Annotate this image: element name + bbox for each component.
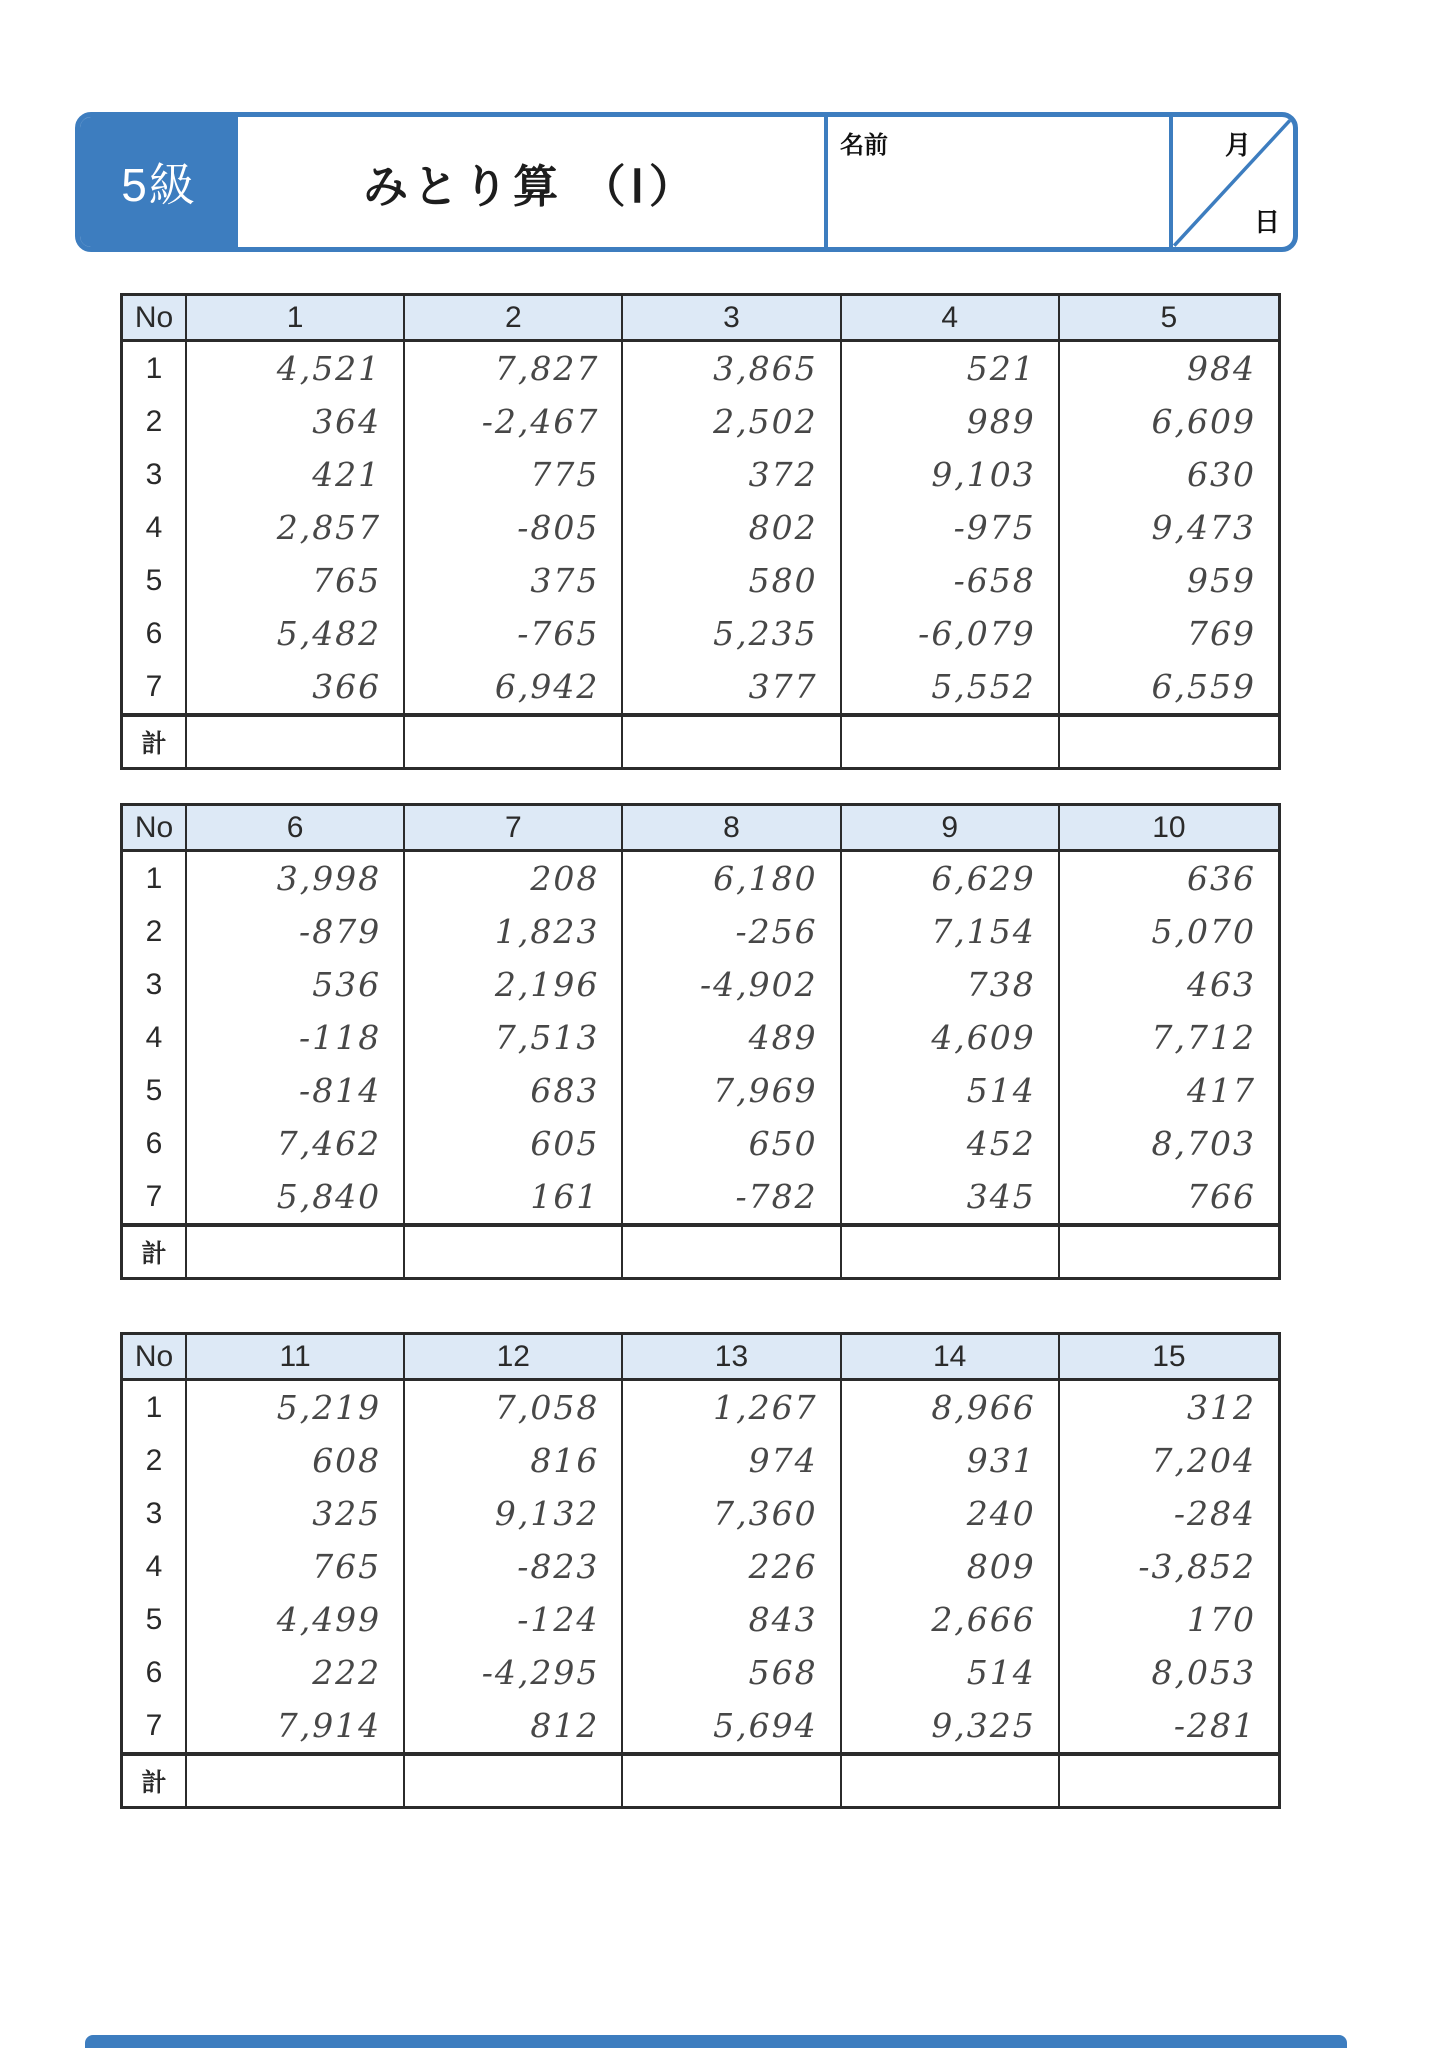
row-number: 7 xyxy=(123,1170,187,1223)
addend-value: 7,712 xyxy=(1151,1018,1256,1057)
col-header-problem: 2 xyxy=(405,296,623,342)
row-number: 1 xyxy=(123,1381,187,1434)
addend-value: 608 xyxy=(187,1434,405,1487)
addend-value: 325 xyxy=(187,1487,405,1540)
addend-value: 6,942 xyxy=(405,660,623,713)
col-header-problem: 6 xyxy=(187,806,405,852)
addend-value: 769 xyxy=(1186,614,1256,653)
addend-value: 9,132 xyxy=(405,1487,623,1540)
total-label: 計 xyxy=(123,1752,187,1806)
addend-value: -6,079 xyxy=(842,607,1060,660)
problem-table-2 xyxy=(120,803,1281,1280)
addend-value: 6,629 xyxy=(842,852,1060,905)
col-header-problem: 13 xyxy=(623,1335,841,1381)
addend-value: 240 xyxy=(842,1487,1060,1540)
addend-value: 375 xyxy=(405,554,623,607)
row-number: 4 xyxy=(123,501,187,554)
addend-value: -281 xyxy=(1173,1706,1256,1745)
col-header-problem: 5 xyxy=(1060,296,1278,342)
addend-value: -2,467 xyxy=(405,395,623,448)
addend-value: 775 xyxy=(405,448,623,501)
row-number: 4 xyxy=(123,1540,187,1593)
day-label: 日 xyxy=(1253,207,1280,237)
row-number: 1 xyxy=(123,342,187,395)
addend-value: 812 xyxy=(405,1699,623,1752)
addend-value: 170 xyxy=(1186,1600,1256,1639)
addend-value: 5,694 xyxy=(623,1699,841,1752)
col-header-problem: 1 xyxy=(187,296,405,342)
addend-value: 7,914 xyxy=(187,1699,405,1752)
addend-value: 452 xyxy=(842,1117,1060,1170)
addend-value: 514 xyxy=(842,1064,1060,1117)
addend-value: 364 xyxy=(187,395,405,448)
addend-value: 974 xyxy=(623,1434,841,1487)
addend-value: 489 xyxy=(623,1011,841,1064)
total-answer-cell xyxy=(623,1752,841,1806)
col-header-problem: 12 xyxy=(405,1335,623,1381)
addend-value: 2,666 xyxy=(842,1593,1060,1646)
addend-value: 345 xyxy=(842,1170,1060,1223)
addend-value: 521 xyxy=(842,342,1060,395)
col-header-no: No xyxy=(123,806,187,852)
col-header-problem: 8 xyxy=(623,806,841,852)
addend-value: 580 xyxy=(623,554,841,607)
addend-value: 765 xyxy=(187,1540,405,1593)
addend-value: 536 xyxy=(187,958,405,1011)
addend-value: 7,827 xyxy=(405,342,623,395)
addend-value: 7,513 xyxy=(405,1011,623,1064)
total-answer-cell xyxy=(405,713,623,767)
addend-value: 630 xyxy=(1186,455,1256,494)
addend-value: 7,969 xyxy=(623,1064,841,1117)
addend-value: 1,823 xyxy=(405,905,623,958)
addend-value: 931 xyxy=(842,1434,1060,1487)
total-label: 計 xyxy=(123,1223,187,1277)
addend-value: 683 xyxy=(405,1064,623,1117)
level-badge: 5級 xyxy=(80,117,238,247)
addend-value: 738 xyxy=(842,958,1060,1011)
name-field-box xyxy=(824,117,1169,247)
addend-value: 4,521 xyxy=(187,342,405,395)
addend-value: 5,219 xyxy=(187,1381,405,1434)
row-number: 1 xyxy=(123,852,187,905)
addend-value: 5,482 xyxy=(187,607,405,660)
row-number: 2 xyxy=(123,395,187,448)
addend-value: -124 xyxy=(405,1593,623,1646)
addend-value: 3,865 xyxy=(623,342,841,395)
problem-table-1 xyxy=(120,293,1281,770)
col-header-problem: 4 xyxy=(842,296,1060,342)
col-header-problem: 11 xyxy=(187,1335,405,1381)
addend-value: 843 xyxy=(623,1593,841,1646)
date-box xyxy=(1169,117,1293,247)
addend-value: -879 xyxy=(187,905,405,958)
addend-value: 1,267 xyxy=(623,1381,841,1434)
addend-value: 8,053 xyxy=(1151,1653,1256,1692)
row-number: 7 xyxy=(123,660,187,713)
addend-value: 6,609 xyxy=(1151,402,1256,441)
addend-value: 989 xyxy=(842,395,1060,448)
next-page-edge xyxy=(85,2035,1347,2048)
col-header-problem: 9 xyxy=(842,806,1060,852)
row-number: 3 xyxy=(123,1487,187,1540)
total-answer-cell xyxy=(842,1752,1060,1806)
col-header-problem: 3 xyxy=(623,296,841,342)
total-answer-cell xyxy=(187,713,405,767)
addend-value: 765 xyxy=(187,554,405,607)
row-number: 3 xyxy=(123,448,187,501)
addend-value: -4,902 xyxy=(623,958,841,1011)
addend-value: 7,360 xyxy=(623,1487,841,1540)
addend-value: 9,325 xyxy=(842,1699,1060,1752)
addend-value: 9,473 xyxy=(1151,508,1256,547)
addend-value: -4,295 xyxy=(405,1646,623,1699)
addend-value: 5,235 xyxy=(623,607,841,660)
addend-value: 366 xyxy=(187,660,405,713)
month-label: 月 xyxy=(1224,130,1251,160)
addend-value: 2,196 xyxy=(405,958,623,1011)
addend-value: 312 xyxy=(1186,1388,1256,1427)
addend-value: 208 xyxy=(405,852,623,905)
row-number: 4 xyxy=(123,1011,187,1064)
row-number: 3 xyxy=(123,958,187,1011)
total-answer-cell xyxy=(842,1223,1060,1277)
total-answer-cell xyxy=(623,1223,841,1277)
col-header-problem: 15 xyxy=(1060,1335,1278,1381)
total-answer-cell xyxy=(405,1223,623,1277)
addend-value: -814 xyxy=(187,1064,405,1117)
total-answer-cell xyxy=(187,1223,405,1277)
addend-value: -765 xyxy=(405,607,623,660)
addend-value: 7,154 xyxy=(842,905,1060,958)
total-answer-cell xyxy=(623,713,841,767)
addend-value: 3,998 xyxy=(187,852,405,905)
addend-value: 6,559 xyxy=(1151,667,1256,706)
addend-value: 8,966 xyxy=(842,1381,1060,1434)
worksheet-title: みとり算 （Ⅰ） xyxy=(363,160,699,212)
col-header-no: No xyxy=(123,296,187,342)
addend-value: 9,103 xyxy=(842,448,1060,501)
total-label: 計 xyxy=(123,713,187,767)
addend-value: -975 xyxy=(842,501,1060,554)
addend-value: 161 xyxy=(405,1170,623,1223)
col-header-problem: 7 xyxy=(405,806,623,852)
col-header-problem: 14 xyxy=(842,1335,1060,1381)
addend-value: -658 xyxy=(842,554,1060,607)
row-number: 6 xyxy=(123,1117,187,1170)
row-number: 5 xyxy=(123,1593,187,1646)
problem-tables xyxy=(120,293,1281,1823)
row-number: 2 xyxy=(123,905,187,958)
addend-value: 226 xyxy=(623,1540,841,1593)
addend-value: 6,180 xyxy=(623,852,841,905)
addend-value: 650 xyxy=(623,1117,841,1170)
name-label: 名前 xyxy=(840,132,888,159)
row-number: 6 xyxy=(123,1646,187,1699)
addend-value: 7,462 xyxy=(187,1117,405,1170)
problem-table-3 xyxy=(120,1332,1281,1809)
row-number: 5 xyxy=(123,554,187,607)
addend-value: 514 xyxy=(842,1646,1060,1699)
addend-value: 2,502 xyxy=(623,395,841,448)
addend-value: 463 xyxy=(1186,965,1256,1004)
addend-value: -3,852 xyxy=(1138,1547,1256,1586)
row-number: 5 xyxy=(123,1064,187,1117)
addend-value: 809 xyxy=(842,1540,1060,1593)
addend-value: 816 xyxy=(405,1434,623,1487)
addend-value: 4,609 xyxy=(842,1011,1060,1064)
addend-value: 636 xyxy=(1186,859,1256,898)
addend-value: -256 xyxy=(623,905,841,958)
addend-value: 8,703 xyxy=(1151,1124,1256,1163)
addend-value: 5,070 xyxy=(1151,912,1256,951)
addend-value: 984 xyxy=(1186,349,1256,388)
addend-value: -284 xyxy=(1173,1494,1256,1533)
row-number: 6 xyxy=(123,607,187,660)
addend-value: -805 xyxy=(405,501,623,554)
total-answer-cell xyxy=(1060,713,1278,767)
addend-value: 377 xyxy=(623,660,841,713)
total-answer-cell xyxy=(1060,1752,1278,1806)
row-number: 7 xyxy=(123,1699,187,1752)
addend-value: 7,204 xyxy=(1151,1441,1256,1480)
addend-value: -823 xyxy=(405,1540,623,1593)
total-answer-cell xyxy=(405,1752,623,1806)
addend-value: 4,499 xyxy=(187,1593,405,1646)
addend-value: 421 xyxy=(187,448,405,501)
row-number: 2 xyxy=(123,1434,187,1487)
total-answer-cell xyxy=(1060,1223,1278,1277)
addend-value: 568 xyxy=(623,1646,841,1699)
addend-value: 766 xyxy=(1186,1177,1256,1216)
header-box xyxy=(75,112,1298,252)
addend-value: 372 xyxy=(623,448,841,501)
addend-value: 802 xyxy=(623,501,841,554)
col-header-no: No xyxy=(123,1335,187,1381)
total-answer-cell xyxy=(842,713,1060,767)
addend-value: 605 xyxy=(405,1117,623,1170)
addend-value: 5,840 xyxy=(187,1170,405,1223)
col-header-problem: 10 xyxy=(1060,806,1278,852)
addend-value: 7,058 xyxy=(405,1381,623,1434)
addend-value: 959 xyxy=(1186,561,1256,600)
addend-value: 5,552 xyxy=(842,660,1060,713)
addend-value: -118 xyxy=(187,1011,405,1064)
addend-value: 417 xyxy=(1186,1071,1256,1110)
addend-value: -782 xyxy=(623,1170,841,1223)
addend-value: 2,857 xyxy=(187,501,405,554)
addend-value: 222 xyxy=(187,1646,405,1699)
total-answer-cell xyxy=(187,1752,405,1806)
